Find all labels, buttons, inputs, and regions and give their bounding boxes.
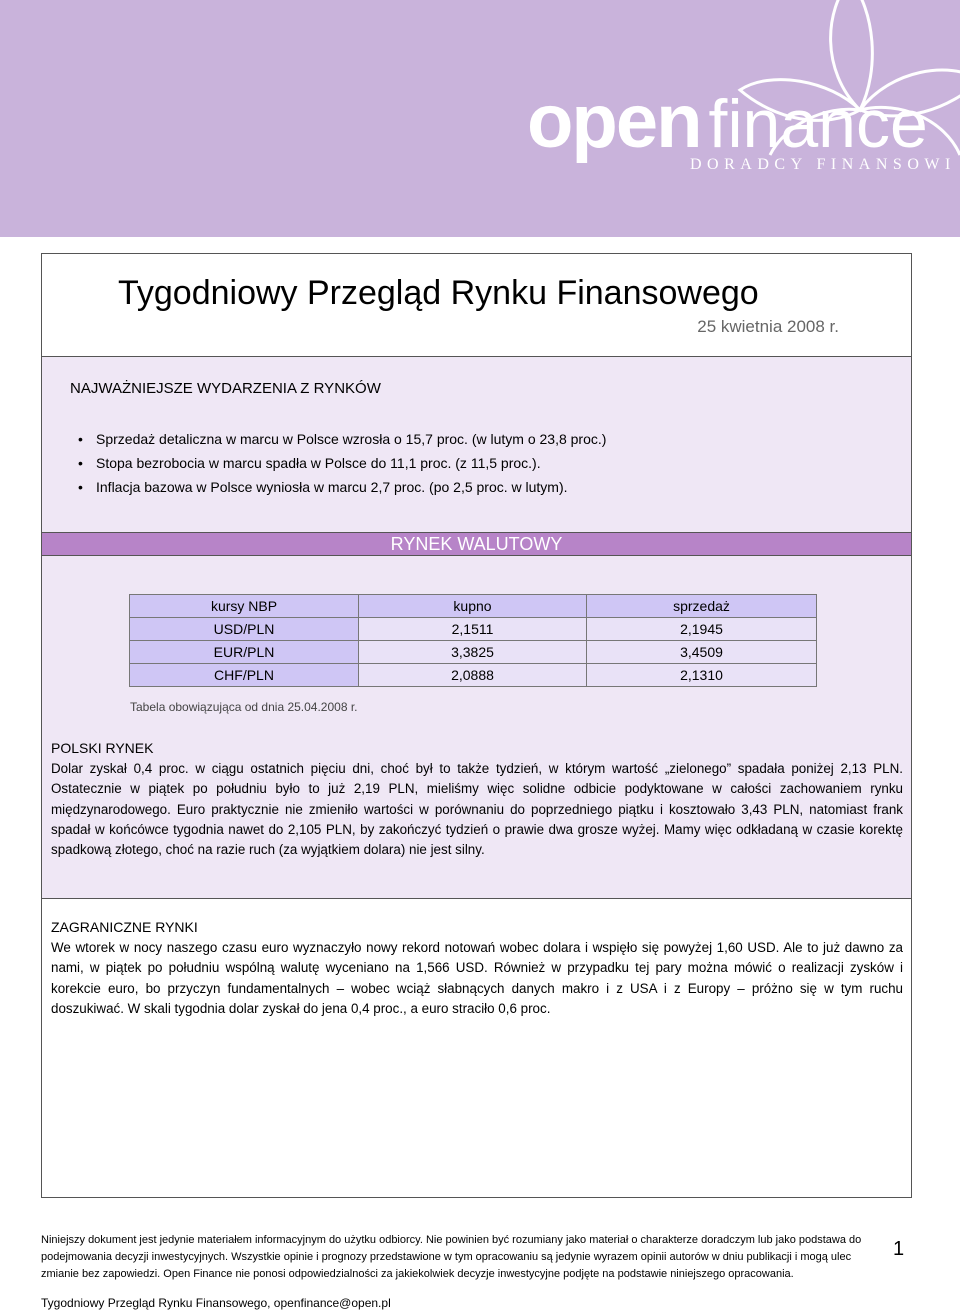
brand-tagline: DORADCY FINANSOWI xyxy=(690,156,956,173)
disclaimer: Niniejszy dokument jest jedynie materiałem informacyjnym do użytku odbiorcy. Nie powinien być rozumiany jako materiał o charakterze doradczym lub jako podstawa do podejmowania decyzji inwestycyjnych. Wszystkie opinie i prognozy przedstawione w tym opracowaniu są jedynie wyrazem opinii autorów w dniu publikacji i mogą ulec zmianie bez zapowiedzi. Open Finance nie ponosi odpowiedzialności za jakiekolwiek decyzje inwestycyjne podjęte na podstawie niniejszego opracowania. xyxy=(41,1234,862,1280)
list-item: • Stopa bezrobocia w marcu spadła w Polsce do 11,1 proc. (z 11,5 proc.). xyxy=(78,451,606,475)
buy-rate: 3,3825 xyxy=(359,641,587,664)
bullet-icon: • xyxy=(78,479,83,495)
report-frame xyxy=(41,253,912,1198)
column-header: kursy NBP xyxy=(130,595,359,618)
foreign-markets-section xyxy=(42,899,911,1197)
report-title: Tygodniowy Przegląd Rynku Finansowego xyxy=(118,274,759,312)
sell-rate: 3,4509 xyxy=(587,641,817,664)
page-number: 1 xyxy=(893,1238,905,1260)
foreign-markets-text: We wtorek w nocy naszego czasu euro wyznaczyło nowy rekord notowań wobec dolara i wspięło się powyżej 1,60 USD. Ale to już dawno za nami, w piątek po południu wspólną walutę wyceniano na 1,566 USD. Również w przypadku tej pary można mówić o realizacji zysków i korekcie euro, bo przyczyn fundamentalnych – wobec wciąż słabnących danych makro i z USA i z Europy – próżno się w tym ruchu doszukiwać. W skali tygodnia dolar zyskał do jena 0,4 proc., a euro straciło 0,6 proc. xyxy=(51,940,903,1016)
buy-rate: 2,0888 xyxy=(359,664,587,687)
footer-line: Tygodniowy Przegląd Rynku Finansowego, openfinance@open.pl xyxy=(41,1296,391,1310)
list-item: • Sprzedaż detaliczna w marcu w Polsce wzrosła o 15,7 proc. (w lutym o 23,8 proc.) xyxy=(78,427,606,451)
currency-pair: CHF/PLN xyxy=(130,664,359,687)
column-header: sprzedaż xyxy=(587,595,817,618)
column-header: kupno xyxy=(359,595,587,618)
fx-section-bar xyxy=(42,532,911,556)
fx-table-note: Tabela obowiązująca od dnia 25.04.2008 r. xyxy=(130,700,358,714)
title-section xyxy=(42,254,911,357)
polish-market-heading: POLSKI RYNEK xyxy=(51,740,154,756)
bullet-icon: • xyxy=(78,431,83,447)
highlights-section xyxy=(42,357,911,532)
table-header-row xyxy=(130,595,817,618)
highlights-heading: NAJWAŻNIEJSZE WYDARZENIA Z RYNKÓW xyxy=(70,380,381,397)
fx-rates-table xyxy=(129,594,817,687)
header-banner xyxy=(0,0,960,237)
table-row xyxy=(130,664,817,687)
buy-rate: 2,1511 xyxy=(359,618,587,641)
table-row xyxy=(130,641,817,664)
currency-pair: EUR/PLN xyxy=(130,641,359,664)
polish-market-text: Dolar zyskał 0,4 proc. w ciągu ostatnich pięciu dni, choć był to także tydzień, w którym wartość „zielonego” spadała poniżej 2,13 PLN. Ostatecznie w piątek po południu było to już 2,19 PLN, mieliśmy więc solidne odbicie podyktowane w całości zachowaniem rynku międzynarodowego. Euro praktycznie nie zmieniło wartości w porównaniu do poprzedniego piątku i kosztowało 3,43 PLN, natomiast frank spadał w końcówce tygodnia nawet do 2,105 PLN, by zakończyć tydzień o prawie dwa grosze wyżej. Mamy więc odkładaną w czasie korektę spadkową złotego, choć na razie ruch (za wyjątkiem dolara) nie jest silny. xyxy=(51,761,903,858)
bullet-icon: • xyxy=(78,455,83,471)
brand-name-bold: open xyxy=(527,79,701,164)
sell-rate: 2,1945 xyxy=(587,618,817,641)
brand-name-light: finance xyxy=(708,86,928,162)
brand-logo xyxy=(527,78,928,165)
table-row xyxy=(130,618,817,641)
highlights-list xyxy=(78,427,606,499)
currency-pair: USD/PLN xyxy=(130,618,359,641)
polish-market-section xyxy=(42,722,911,899)
report-date: 25 kwietnia 2008 r. xyxy=(697,317,839,336)
fx-section xyxy=(42,556,911,722)
sell-rate: 2,1310 xyxy=(587,664,817,687)
fx-section-title: RYNEK WALUTOWY xyxy=(390,534,563,554)
foreign-markets-heading: ZAGRANICZNE RYNKI xyxy=(51,919,198,935)
list-item: • Inflacja bazowa w Polsce wyniosła w marcu 2,7 proc. (po 2,5 proc. w lutym). xyxy=(78,475,606,499)
